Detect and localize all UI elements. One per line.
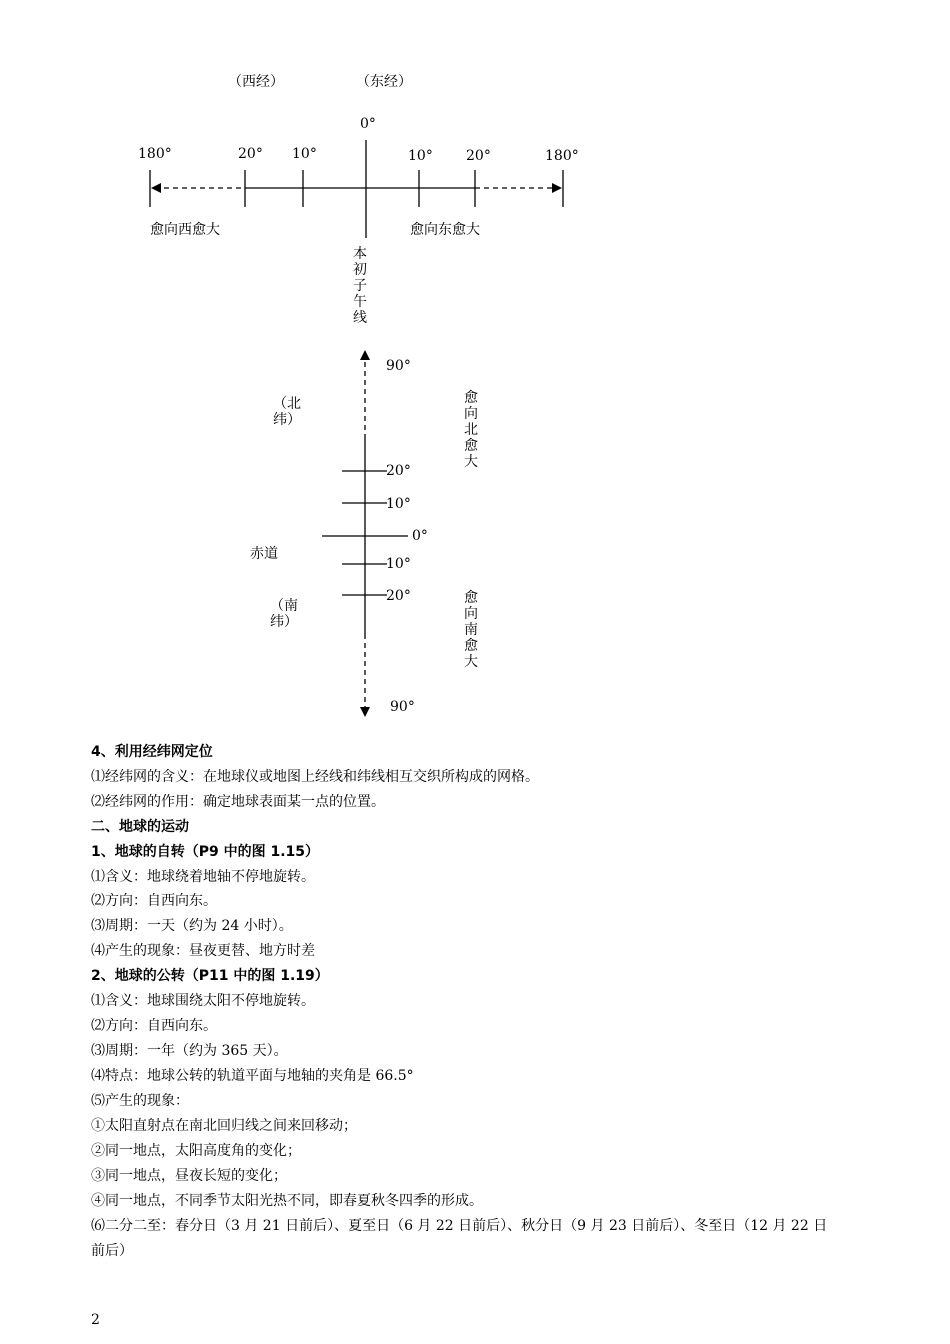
phenomenon-2: ②同一地点，太阳高度角的变化； <box>91 1143 301 1159</box>
east-longitude-label: （东经） <box>356 74 412 90</box>
latitude-axis <box>322 362 408 708</box>
grid-function: ⑵经纬网的作用：确定地球表面某一点的位置。 <box>91 794 385 810</box>
n90-label: 90° <box>386 358 411 374</box>
s90-label: 90° <box>390 699 415 715</box>
east-bigger-label: 愈向东愈大 <box>410 222 480 238</box>
equator-zero-label: 0° <box>412 528 428 544</box>
rotation-meaning: ⑴含义：地球绕着地轴不停地旋转。 <box>91 869 315 885</box>
prime-zero-label: 0° <box>360 116 376 132</box>
rotation-direction: ⑵方向：自西向东。 <box>91 893 217 909</box>
revolution-direction: ⑵方向：自西向东。 <box>91 1018 217 1034</box>
w10-label: 10° <box>292 146 317 162</box>
north-bigger-label: 愈向北愈大 <box>464 390 478 470</box>
n10-label: 10° <box>386 496 411 512</box>
revolution-feature: ⑷特点：地球公转的轨道平面与地轴的夹角是 66.5° <box>91 1068 414 1084</box>
west-longitude-label: （西经） <box>228 74 284 90</box>
e20-label: 20° <box>466 148 491 164</box>
solstice-equinox-line2: 前后） <box>91 1243 133 1259</box>
phenomenon-3: ③同一地点，昼夜长短的变化； <box>91 1168 287 1184</box>
n20-label: 20° <box>386 463 411 479</box>
arrow-north-icon <box>360 350 370 360</box>
solstice-equinox-line1: ⑹二分二至：春分日（3 月 21 日前后）、夏至日（6 月 22 日前后）、秋分日（9 月 23 日前后）、冬至日（12 月 22 日 <box>91 1218 828 1234</box>
s20-label: 20° <box>386 588 411 604</box>
revolution-phenomena: ⑸产生的现象： <box>91 1093 189 1109</box>
w20-label: 20° <box>238 146 263 162</box>
arrow-west-icon <box>151 183 161 193</box>
page-number: 2 <box>91 1312 100 1328</box>
prime-meridian-label: 本初子午线 <box>353 246 367 326</box>
north-latitude-label: （北纬） <box>273 396 301 428</box>
heading-earth-motion: 二、地球的运动 <box>91 819 189 835</box>
equator-label: 赤道 <box>250 546 278 562</box>
phenomenon-1: ①太阳直射点在南北回归线之间来回移动； <box>91 1118 357 1134</box>
heading-revolution: 2、地球的公转（P11 中的图 1.19） <box>91 968 329 984</box>
revolution-period: ⑶周期：一年（约为 365 天）。 <box>91 1043 288 1059</box>
grid-meaning: ⑴经纬网的含义：在地球仪或地图上经线和纬线相互交织所构成的网格。 <box>91 769 539 785</box>
e10-label: 10° <box>408 148 433 164</box>
south-bigger-label: 愈向南愈大 <box>464 590 478 670</box>
rotation-period: ⑶周期：一天（约为 24 小时）。 <box>91 918 293 934</box>
arrow-east-icon <box>552 183 562 193</box>
heading-grid-positioning: 4、利用经纬网定位 <box>91 744 213 760</box>
rotation-phenomena: ⑷产生的现象：昼夜更替、地方时差 <box>91 943 315 959</box>
arrow-south-icon <box>360 707 370 717</box>
heading-rotation: 1、地球的自转（P9 中的图 1.15） <box>91 844 320 860</box>
revolution-meaning: ⑴含义：地球围绕太阳不停地旋转。 <box>91 993 315 1009</box>
e180-label: 180° <box>545 148 579 164</box>
w180-label: 180° <box>138 146 172 162</box>
west-bigger-label: 愈向西愈大 <box>150 222 220 238</box>
phenomenon-4: ④同一地点，不同季节太阳光热不同，即春夏秋冬四季的形成。 <box>91 1193 483 1209</box>
s10-label: 10° <box>386 556 411 572</box>
south-latitude-label: （南纬） <box>270 598 298 630</box>
